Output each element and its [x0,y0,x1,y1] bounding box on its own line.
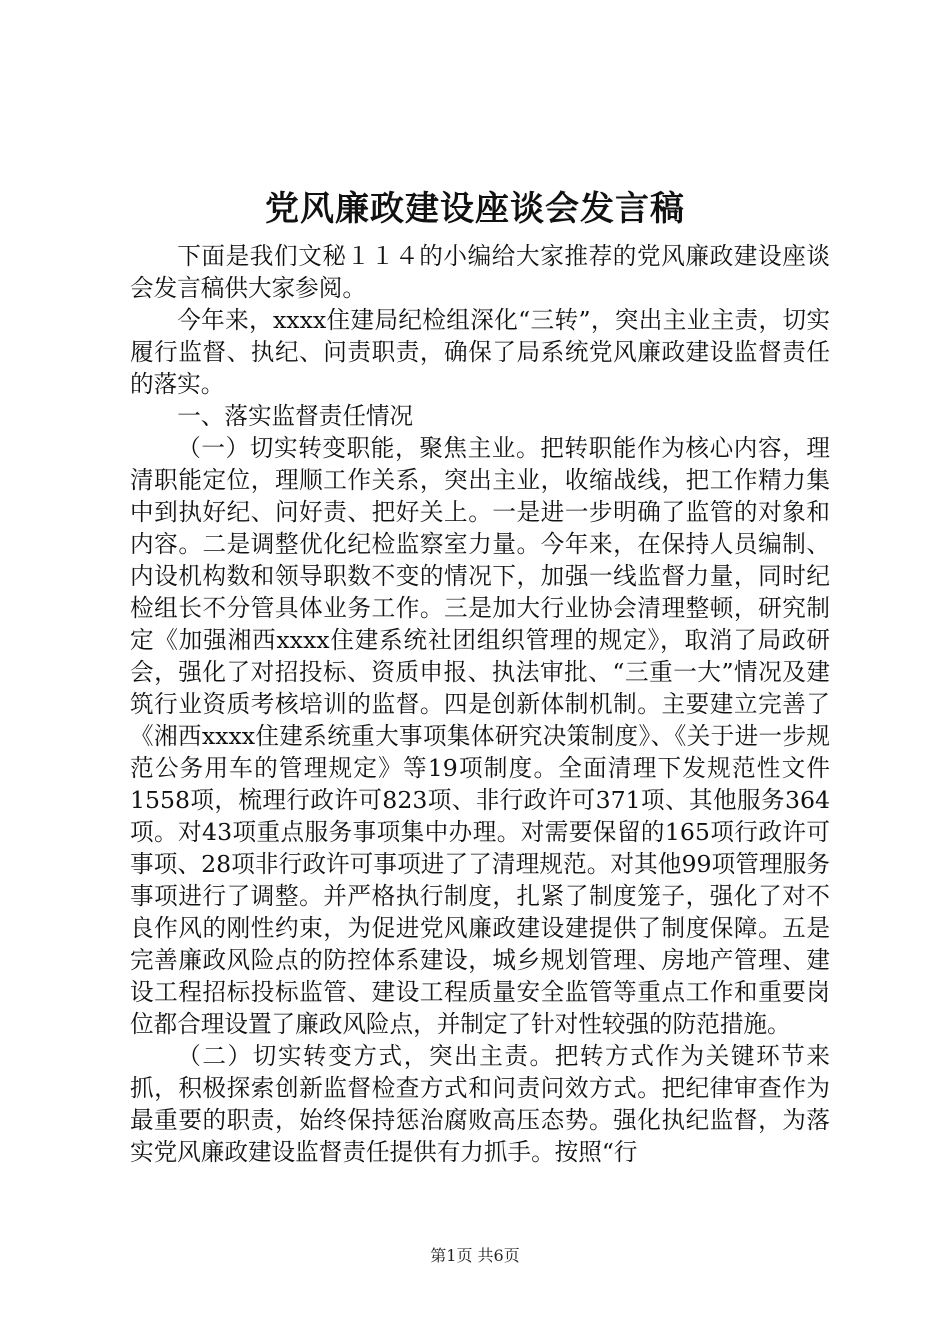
document-title: 党风廉政建设座谈会发言稿 [265,189,685,229]
document-body [130,240,830,1168]
section-heading: 一、落实监督责任情况 [177,402,414,430]
summary-paragraph: 今年来，xxxx住建局纪检组深化“三转”，突出主业主责，切实履行监督、执纪、问责职责，确保了局系统党风廉政建设监督责任的落实。 [130,306,830,398]
page-number-footer: 第1页 共6页 [430,1246,520,1265]
subsection-two-paragraph: （二）切实转变方式，突出主责。把转方式作为关键环节来抓，积极探索创新监督检查方式和问责问效方式。把纪律审查作为最重要的职责，始终保持惩治腐败高压态势。强化执纪监督，为落实党风廉政建设监督责任提供有力抓手。按照“行 [130,1042,830,1166]
intro-paragraph: 下面是我们文秘１１４的小编给大家推荐的党风廉政建设座谈会发言稿供大家参阅。 [130,242,830,302]
subsection-one-paragraph: （一）切实转变职能，聚焦主业。把转职能作为核心内容，理清职能定位，理顺工作关系，突出主业，收缩战线，把工作精力集中到执好纪、问好责、把好关上。一是进一步明确了监管的对象和内容。二是调整优化纪检监察室力量。今年来，在保持人员编制、内设机构数和领导职数不变的情况下，加强一线监督力量，同时纪检组长不分管具体业务工作。三是加大行业协会清理整顿，研究制定《加强湘西xxxx住建系统社团组织管理的规定》，取消了局政研会，强化了对招投标、资质申报、执法审批、“三重一大”情况及建筑行业资质考核培训的监督。四是创新体制机制。主要建立完善了《湘西xxxx住建系统重大事项集体研究决策制度》、《关于进一步规范公务用车的管理规定》等19项制度。全面清理下发规范性文件1558项，梳理行政许可823项、非行政许可371项、其他服务364项。对43项重点服务事项集中办理。对需要保留的165项行政许可事项、28项非行政许可事项进了了清理规范。对其他99项管理服务事项进行了调整。并严格执行制度，扎紧了制度笼子，强化了对不良作风的刚性约束，为促进党风廉政建设建提供了制度保障。五是完善廉政风险点的防控体系建设，城乡规划管理、房地产管理、建设工程招标投标监管、建设工程质量安全监管等重点工作和重要岗位都合理设置了廉政风险点，并制定了针对性较强的防范措施。 [130,434,830,1038]
